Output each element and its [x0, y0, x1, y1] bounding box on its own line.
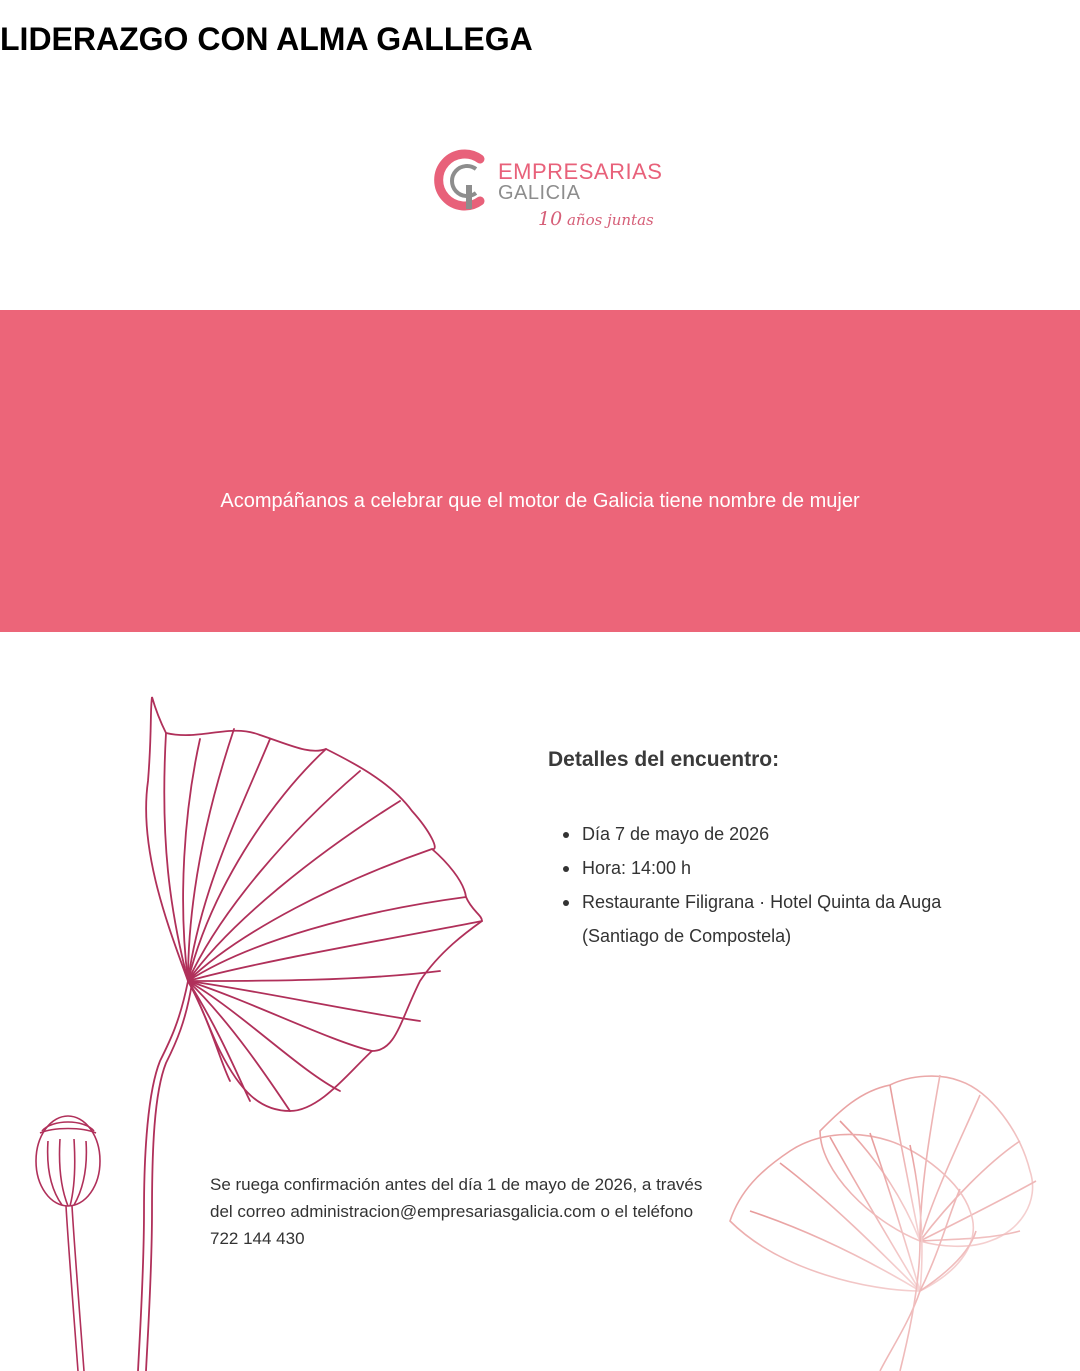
- details-list: [560, 817, 1000, 953]
- logo-wordmark-line1: EMPRESARIAS: [498, 159, 663, 185]
- details-item-time: Hora: 14:00 h: [560, 851, 1000, 885]
- brand-logo: [428, 145, 668, 241]
- rsvp-note: Se ruega confirmación antes del día 1 de mayo de 2026, a través del correo administracion@empresariasgalicia.com o el teléfono 722 144 430: [210, 1175, 703, 1249]
- poppy-bud-illustration-icon: [28, 1111, 118, 1371]
- details-item-date: Día 7 de mayo de 2026: [560, 817, 1000, 851]
- logo-tag-text: años juntas: [566, 211, 654, 230]
- logo-tagline: [538, 208, 654, 230]
- ginkgo-leaves-illustration-icon: [720, 1071, 1080, 1371]
- hero-title: LIDERAZGO CON ALMA GALLEGA: [0, 21, 533, 58]
- logo-emblem-icon: [428, 145, 498, 215]
- hero-subtitle: Acompáñanos a celebrar que el motor de Galicia tiene nombre de mujer: [220, 490, 860, 513]
- logo-tag-number: 10: [538, 208, 563, 231]
- details-heading: Detalles del encuentro:: [548, 748, 780, 772]
- details-item-venue: Restaurante Filigrana · Hotel Quinta da Auga (Santiago de Compostela): [560, 885, 1000, 953]
- logo-wordmark-line2: GALICIA: [498, 182, 581, 205]
- hero-banner: [0, 310, 1080, 632]
